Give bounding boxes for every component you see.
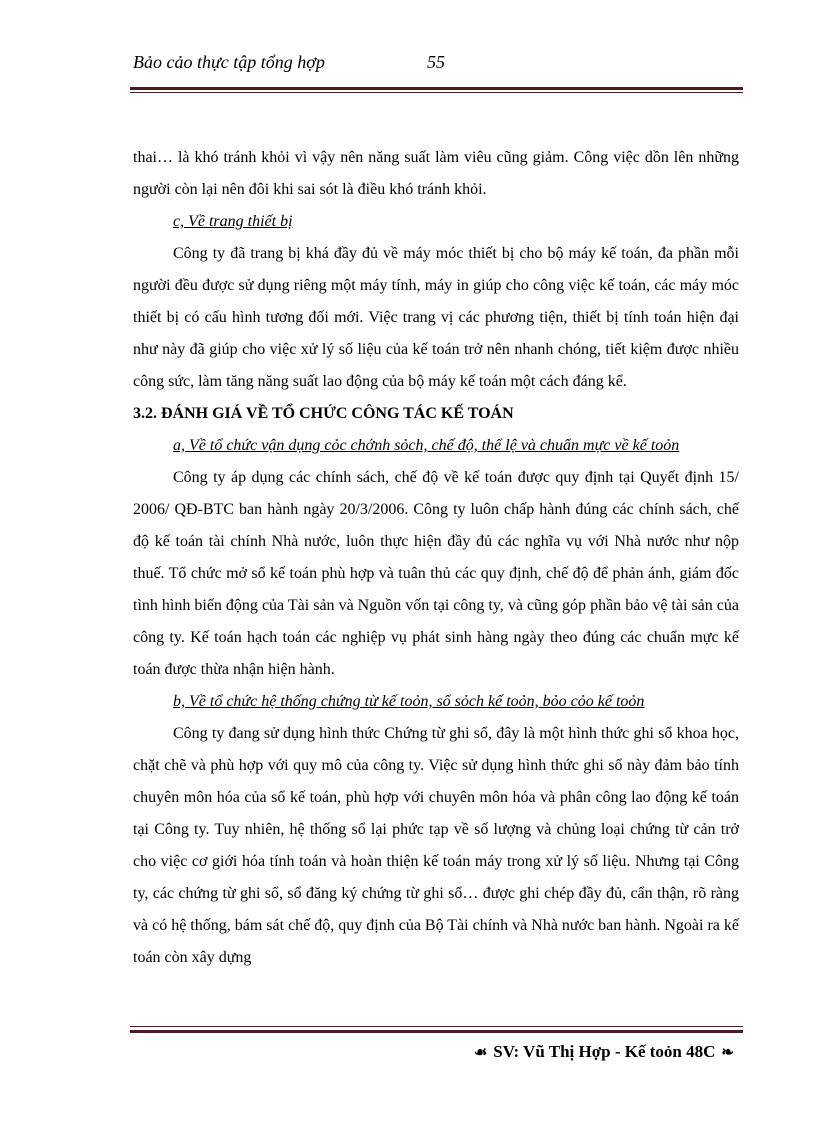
header-title: Bảo cảo thực tập tổng hợp	[133, 52, 325, 72]
ornament-left-icon: ☙	[473, 1044, 488, 1061]
paragraph-documents: Công ty đang sử dụng hình thức Chứng từ ghi sổ, đây là một hình thức ghi sổ khoa học, chặt chẽ và phù hợp với quy mô của công ty. Việc sử dụng hình thức ghi sổ này đảm bảo tính chuyên môn hóa của sổ kế toán, phù hợp với chuyên môn hóa và phân công lao động kế toán tại Công ty. Tuy nhiên, hệ thống sổ lại phức tạp về số lượng và chủng loại chứng từ cản trở cho việc cơ giới hóa tính toán và hoàn thiện kế toán máy trong xử lý số liệu. Nhưng tại Công ty, các chứng từ ghi sổ, sổ đăng ký chứng từ ghi sổ… được ghi chép đầy đủ, cẩn thận, rõ ràng và có hệ thống, bám sát chế độ, quy định của Bộ Tài chính và Nhà nước ban hành. Ngoài ra kế toán còn xây dựng	[133, 725, 739, 966]
paragraph-continued: thai… là khó tránh khỏi vì vậy nên năng suất làm viêu cũng giảm. Công việc dồn lên những người còn lại nên đôi khi sai sót là điều khó tránh khỏi.	[133, 149, 739, 198]
subheading-policies: a, Về tổ chức vận dụng cỏc chớnh sỏch, chế độ, thể lệ và chuẩn mực về kế toỏn	[173, 437, 680, 454]
footer-rule-thin	[130, 1026, 743, 1027]
header-rule-thick	[130, 87, 743, 90]
subheading-documents: b, Về tổ chức hệ thống chứng từ kế toỏn, sổ sỏch kế toỏn, bỏo cỏo kế toỏn	[173, 693, 645, 710]
paragraph-policies: Công ty áp dụng các chính sách, chế độ về kế toán được quy định tại Quyết định 15/ 2006/ QĐ-BTC ban hành ngày 20/3/2006. Công ty luôn chấp hành đúng các chính sách, chế độ kế toán tài chính Nhà nước, luôn thực hiện đầy đủ các nghĩa vụ với Nhà nước như nộp thuế. Tổ chức mở sổ kế toán phù hợp và tuân thủ các quy định, chế độ để phản ánh, giám đốc tình hình biến động của Tài sản và Nguồn vốn tại công ty, và cũng góp phần bảo vệ tài sản của công ty. Kế toán hạch toán các nghiệp vụ phát sinh hàng ngày theo đúng các chuẩn mực kế toán được thừa nhận hiện hành.	[133, 469, 739, 678]
document-body	[133, 142, 739, 974]
page-header	[133, 52, 743, 82]
subheading-equipment: c, Về trang thiết bị	[173, 213, 293, 230]
paragraph-equipment: Công ty đã trang bị khá đầy đủ về máy móc thiết bị cho bộ máy kế toán, đa phần mỗi người đều được sử dụng riêng một máy tính, máy in giúp cho công việc kế toán, các máy móc thiết bị có cấu hình tương đối mới. Việc trang vị các phương tiện, thiết bị tính toán hiện đại như này đã giúp cho việc xử lý số liệu của kế toán trở nên nhanh chóng, tiết kiệm được nhiều công sức, làm tăng năng suất lao động của bộ máy kế toán một cách đáng kể.	[133, 245, 739, 390]
header-rule-thin	[130, 92, 743, 93]
footer-text: SV: Vũ Thị Hợp - Kế toỏn 48C	[493, 1042, 716, 1061]
section-heading: 3.2. ĐÁNH GIÁ VỀ TỔ CHỨC CÔNG TÁC KẾ TOÁN	[133, 405, 514, 422]
footer-rule-thick	[130, 1030, 743, 1033]
page-footer	[468, 1042, 740, 1062]
ornament-right-icon: ❧	[721, 1044, 734, 1061]
page-number: 55	[427, 52, 445, 72]
